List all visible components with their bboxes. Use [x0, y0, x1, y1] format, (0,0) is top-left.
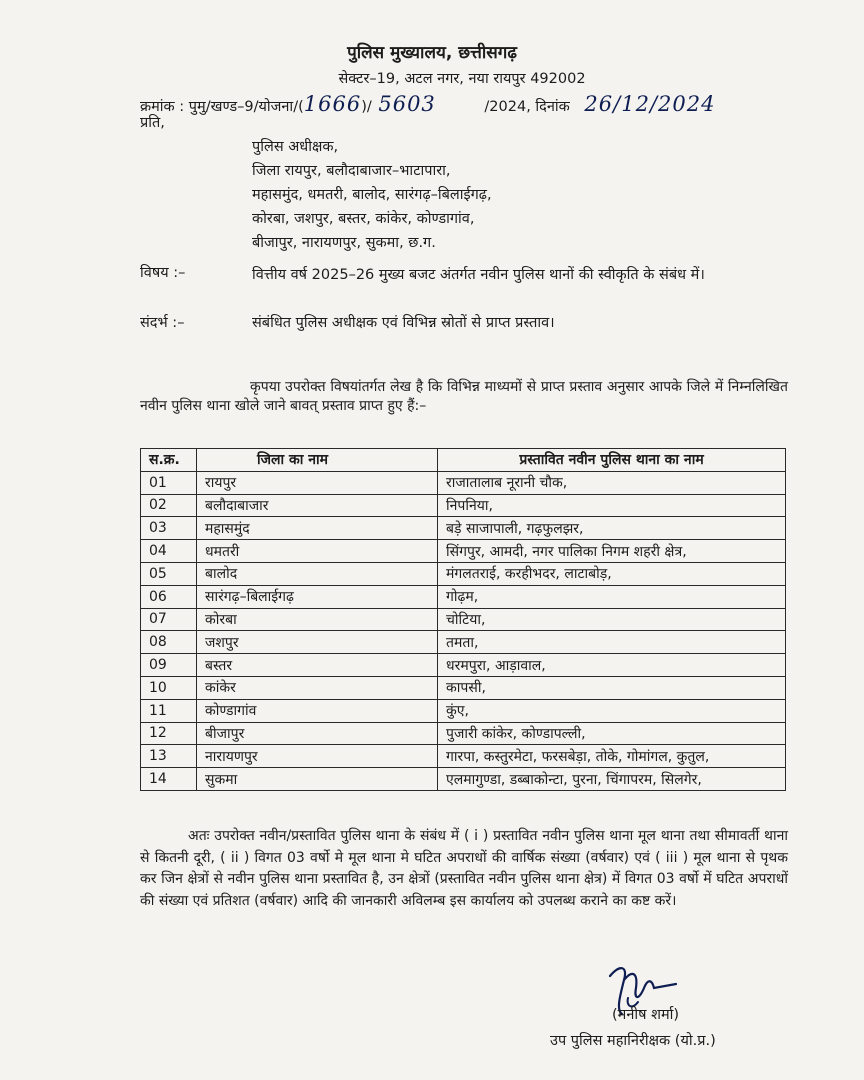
station-cell: कापसी,	[438, 676, 786, 699]
serial-cell: 05	[141, 562, 197, 585]
signatory-name: (मनीष शर्मा)	[612, 1007, 680, 1023]
station-cell: निपनिया,	[438, 494, 786, 517]
district-cell: बलौदाबाजार	[196, 494, 437, 517]
ref-mid: )/	[361, 99, 372, 115]
district-cell: कांकेर	[196, 676, 437, 699]
closing-paragraph: अतः उपरोक्त नवीन/प्रस्तावित पुलिस थाना के संबंध में ( i ) प्रस्तावित नवीन पुलिस थाना मूल थाना तथा सीमावर्ती थाना से कितनी दूरी, ( ii ) विगत 03 वर्षो मे मूल थाना मे घटित अपराधों की वार्षिक संख्या (वर्षवार) एवं ( iii ) मूल थाना से पृथक कर जिन क्षेत्रों से नवीन पुलिस थाना प्रस्तावित है, उन क्षेत्रों (प्रस्तावित नवीन पुलिस थाना क्षेत्र) में विगत 03 वर्षो में घटित अपराधों की संख्या एवं प्रतिशत (वर्षवार) आदि की जानकारी अविलम्ब इस कार्यालय को उपलब्ध कराने का कष्ट करें।	[140, 828, 788, 909]
district-cell: सारंगढ़–बिलाईगढ़	[196, 585, 437, 608]
office-title: पुलिस मुख्यालय, छत्तीसगढ़	[347, 43, 517, 63]
addressee-line: कोरबा, जशपुर, बस्तर, कांकेर, कोण्डागांव,	[252, 211, 475, 227]
district-cell: नारायणपुर	[196, 745, 437, 768]
reference-text: संबंधित पुलिस अधीक्षक एवं विभिन्न स्रोतों से प्राप्त प्रस्ताव।	[252, 315, 555, 331]
station-cell: पुजारी कांकेर, कोण्डापल्ली,	[438, 722, 786, 745]
handwritten-number-1: 1666	[303, 92, 362, 116]
serial-cell: 02	[141, 494, 197, 517]
station-cell: चोटिया,	[438, 608, 786, 631]
table-row	[141, 471, 786, 494]
district-cell: रायपुर	[196, 471, 437, 494]
serial-cell: 12	[141, 722, 197, 745]
office-address: सेक्टर–19, अटल नगर, नया रायपुर 492002	[338, 71, 586, 87]
signatory-designation: उप पुलिस महानिरीक्षक (यो.प्र.)	[550, 1033, 716, 1049]
table-row	[141, 654, 786, 677]
intro-paragraph: कृपया उपरोक्त विषयांतर्गत लेख है कि विभिन्न माध्यमों से प्राप्त प्रस्ताव अनुसार आपके जिले में निम्नलिखित नवीन पुलिस थाना खोले जाने बावत् प्रस्ताव प्राप्त हुए हैं:–	[140, 379, 788, 414]
table-row	[141, 517, 786, 540]
district-cell: बस्तर	[196, 654, 437, 677]
station-cell: कुंए,	[438, 699, 786, 722]
addressee-line: जिला रायपुर, बलौदाबाजार–भाटापारा,	[252, 163, 451, 179]
table-row	[141, 562, 786, 585]
column-header: प्रस्तावित नवीन पुलिस थाना का नाम	[438, 449, 786, 472]
table-row	[141, 608, 786, 631]
station-cell: गारपा, कस्तुरमेटा, फरसबेड़ा, तोके, गोमांगल, कुतुल,	[438, 745, 786, 768]
table-row	[141, 631, 786, 654]
district-cell: सुकमा	[196, 768, 437, 791]
serial-cell: 11	[141, 699, 197, 722]
reference-label: संदर्भ :–	[140, 315, 185, 331]
district-cell: कोरबा	[196, 608, 437, 631]
table-row	[141, 585, 786, 608]
handwritten-number-2: 5603	[378, 92, 436, 116]
to-label: प्रति,	[140, 115, 165, 131]
station-cell: तमता,	[438, 631, 786, 654]
reference-number-line	[140, 92, 715, 116]
station-cell: बड़े साजापाली, गढ़फुलझर,	[438, 517, 786, 540]
table-row	[141, 768, 786, 791]
serial-cell: 01	[141, 471, 197, 494]
station-cell: राजातालाब नूरानी चौक,	[438, 471, 786, 494]
district-cell: जशपुर	[196, 631, 437, 654]
district-cell: कोण्डागांव	[196, 699, 437, 722]
serial-cell: 04	[141, 540, 197, 563]
addressee-line: महासमुंद, धमतरी, बालोद, सारंगढ़–बिलाईगढ़,	[252, 187, 492, 203]
serial-cell: 06	[141, 585, 197, 608]
district-cell: बीजापुर	[196, 722, 437, 745]
column-header: जिला का नाम	[196, 449, 437, 472]
addressee-line: पुलिस अधीक्षक,	[252, 139, 339, 155]
table-row	[141, 722, 786, 745]
serial-cell: 14	[141, 768, 197, 791]
table-row	[141, 540, 786, 563]
table-row	[141, 676, 786, 699]
subject-text: वित्तीय वर्ष 2025–26 मुख्य बजट अंतर्गत नवीन पुलिस थानों की स्वीकृति के संबंध में।	[252, 267, 705, 283]
handwritten-date: 26/12/2024	[584, 92, 716, 116]
district-cell: धमतरी	[196, 540, 437, 563]
serial-cell: 13	[141, 745, 197, 768]
subject-label: विषय :–	[140, 265, 186, 281]
ref-prefix: क्रमांक : पुमु/खण्ड–9/योजना/(	[140, 99, 304, 115]
serial-cell: 07	[141, 608, 197, 631]
table-row	[141, 745, 786, 768]
serial-cell: 03	[141, 517, 197, 540]
station-cell: धरमपुरा, आड़ावाल,	[438, 654, 786, 677]
police-station-table	[140, 448, 786, 791]
station-cell: सिंगपुर, आमदी, नगर पालिका निगम शहरी क्षेत्र,	[438, 540, 786, 563]
addressee-line: बीजापुर, नारायणपुर, सुकमा, छ.ग.	[252, 235, 436, 251]
station-cell: गोढ़म,	[438, 585, 786, 608]
station-cell: मंगलतराई, करहीभदर, लाटाबोड़,	[438, 562, 786, 585]
table-header-row	[141, 449, 786, 472]
station-cell: एलमागुण्डा, डब्बाकोन्टा, पुरना, चिंगापरम, सिलगेर,	[438, 768, 786, 791]
column-header: स.क्र.	[141, 449, 197, 472]
ref-year: /2024, दिनांक	[484, 99, 570, 115]
serial-cell: 10	[141, 676, 197, 699]
district-cell: महासमुंद	[196, 517, 437, 540]
district-cell: बालोद	[196, 562, 437, 585]
table-row	[141, 699, 786, 722]
serial-cell: 08	[141, 631, 197, 654]
serial-cell: 09	[141, 654, 197, 677]
table-row	[141, 494, 786, 517]
